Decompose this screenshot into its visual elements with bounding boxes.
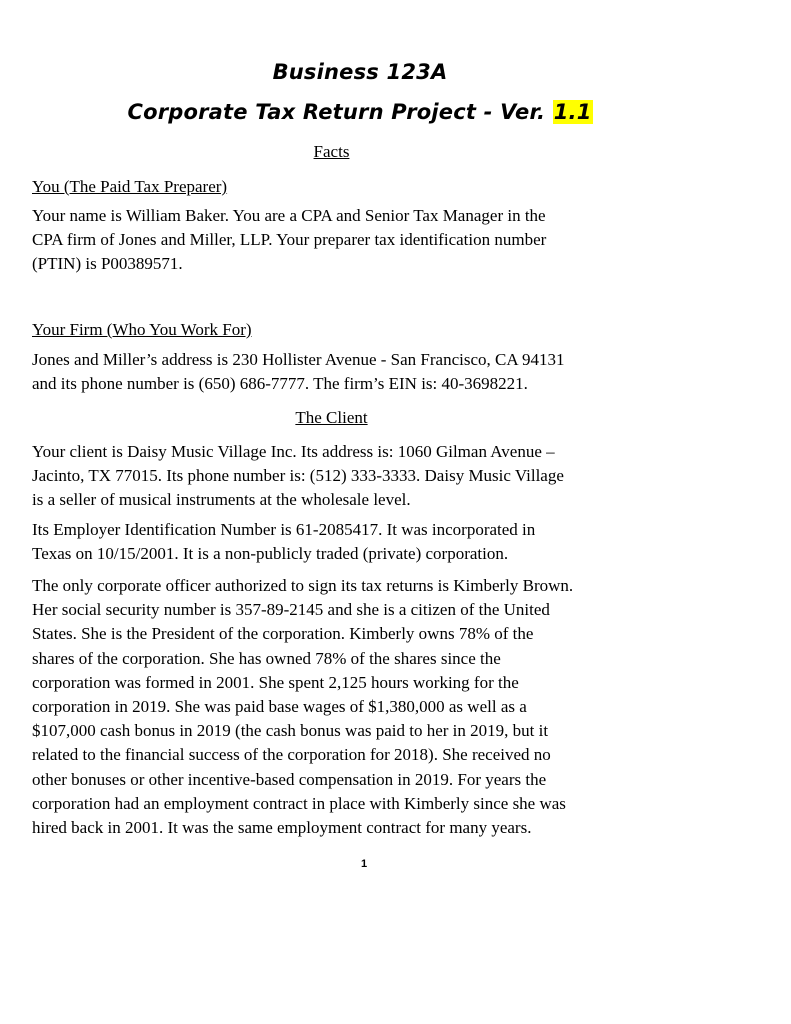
client-paragraph-2: Its Employer Identification Number is 61-2085417. It was incorporated in Texas on 10/15/2001. It is a non-publicly traded (private) corporation. [32,520,536,564]
firm-paragraph: Jones and Miller’s address is 230 Hollister Avenue - San Francisco, CA 94131 and its phone number is (650) 686-7777. The firm’s EIN is: 40-3698221. [32,350,565,394]
firm-heading [32,319,252,341]
document-title [0,60,720,84]
firm-heading-text: Your Firm (Who You Work For) [32,320,252,339]
page-number-text: 1 [360,858,368,870]
facts-heading-text: Facts [313,142,350,161]
preparer-heading [32,176,227,198]
client-paragraph-3: The only corporate officer authorized to sign its tax returns is Kimberly Brown. Her social security number is 357-89-2145 and she is a citizen of the United States. She is the President of the corporation. Kimberly owns 78% of the shares of the corporation. She has owned 78% of the shares since the corporation was formed in 2001. She spent 2,125 hours working for the corporation in 2019. She was paid base wages of $1,380,000 as well as a $107,000 cash bonus in 2019 (the cash bonus was paid to her in 2019, but it related to the financial success of the corporation for 2018). She received no other bonuses or other incentive-based compensation in 2019. For years the corporation had an employment contract in place with Kimberly since she was hired back in 2001. It was the same employment contract for many years. [32,576,574,838]
client-heading-text: The Client [295,408,368,427]
client-paragraph-1: Your client is Daisy Music Village Inc. Its address is: 1060 Gilman Avenue – Jacinto, TX 77015. Its phone number is: (512) 333-3333. Daisy Music Village is a seller of musical instruments at the wholesale level. [32,442,564,510]
title-line-1: Business 123A [272,60,448,84]
title-line-2-main: Corporate Tax Return Project - Ver. [127,100,553,124]
page-number [0,858,728,870]
document-subtitle [0,100,720,124]
preparer-heading-text: You (The Paid Tax Preparer) [32,177,228,196]
preparer-paragraph: Your name is William Baker. You are a CPA and Senior Tax Manager in the CPA firm of Jones and Miller, LLP. Your preparer tax identification number (PTIN) is P00389571. [32,206,547,274]
client-heading [0,407,663,429]
version-number-highlight: 1.1 [553,100,592,124]
facts-heading [0,141,663,163]
